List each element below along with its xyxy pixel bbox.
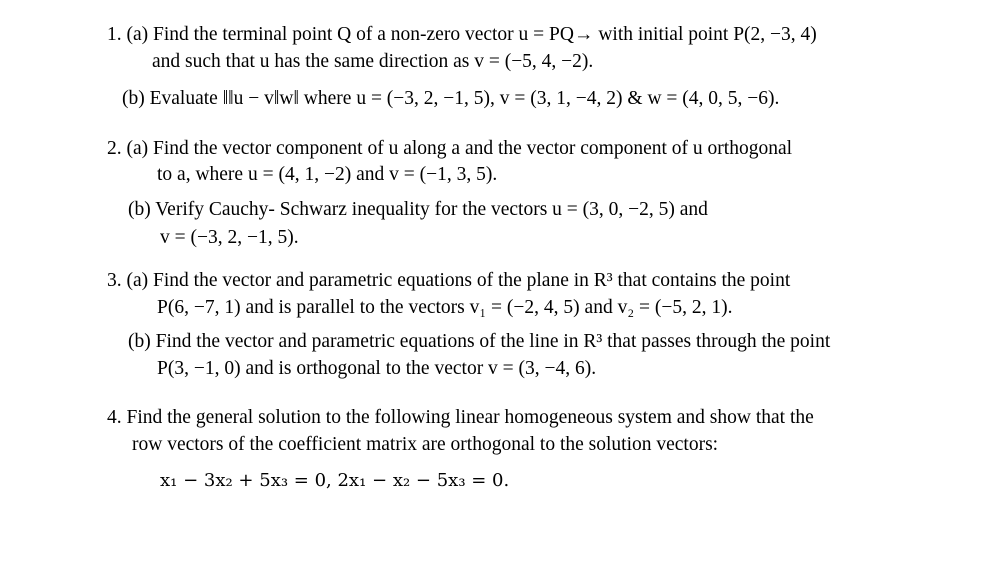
problem-4-equation: x₁ − 3x₂ + 5x₃ = 0, 2x₁ − x₂ − 5x₃ = 0. — [160, 470, 510, 491]
problem-3-b-line-2: P(3, −1, 0) and is orthogonal to the vector v = (3, −4, 6). — [157, 358, 597, 379]
problem-3-b-line-1: (b) Find the vector and parametric equations of the line in R³ that passes through the point — [128, 331, 831, 352]
problem-4-line-1: 4. Find the general solution to the following linear homogeneous system and show that the — [107, 407, 814, 428]
problem-2-a-line-1: 2. (a) Find the vector component of u along a and the vector component of u orthogonal — [107, 138, 793, 159]
problem-3-number: 3. — [107, 270, 122, 291]
problem-2-b-line-2: v = (−3, 2, −1, 5). — [160, 227, 299, 248]
problem-1-a-line-2: and such that u has the same direction as v = (−5, 4, −2). — [152, 51, 594, 72]
problem-2-b-line-1: (b) Verify Cauchy- Schwarz inequality for the vectors u = (3, 0, −2, 5) and — [128, 199, 708, 220]
problem-3-a-line-1: 3. (a) Find the vector and parametric equations of the plane in R³ that contains the point — [107, 270, 791, 291]
problem-3-a-line-2: P(6, −7, 1) and is parallel to the vectors v₁ = (−2, 4, 5) and v₂ = (−5, 2, 1). — [157, 297, 733, 318]
problem-2-a-line-2: to a, where u = (4, 1, −2) and v = (−1, 3, 5). — [157, 164, 498, 185]
problem-1-a-text-1: (a) Find the terminal point Q of a non-zero vector u = PQ→ with initial point P(2, −3, 4) — [126, 24, 817, 45]
problem-1-number: 1. — [107, 24, 122, 45]
problem-2-number: 2. — [107, 138, 122, 159]
problem-1-a-line-1 — [107, 23, 817, 47]
problem-1-b-line-1: (b) Evaluate ‖‖u − v‖w‖ where u = (−3, 2, −1, 5), v = (3, 1, −4, 2) & w = (4, 0, 5, −6). — [122, 88, 780, 109]
problem-4-number: 4. — [107, 407, 122, 428]
problem-4-line-2: row vectors of the coefficient matrix are orthogonal to the solution vectors: — [132, 434, 719, 455]
